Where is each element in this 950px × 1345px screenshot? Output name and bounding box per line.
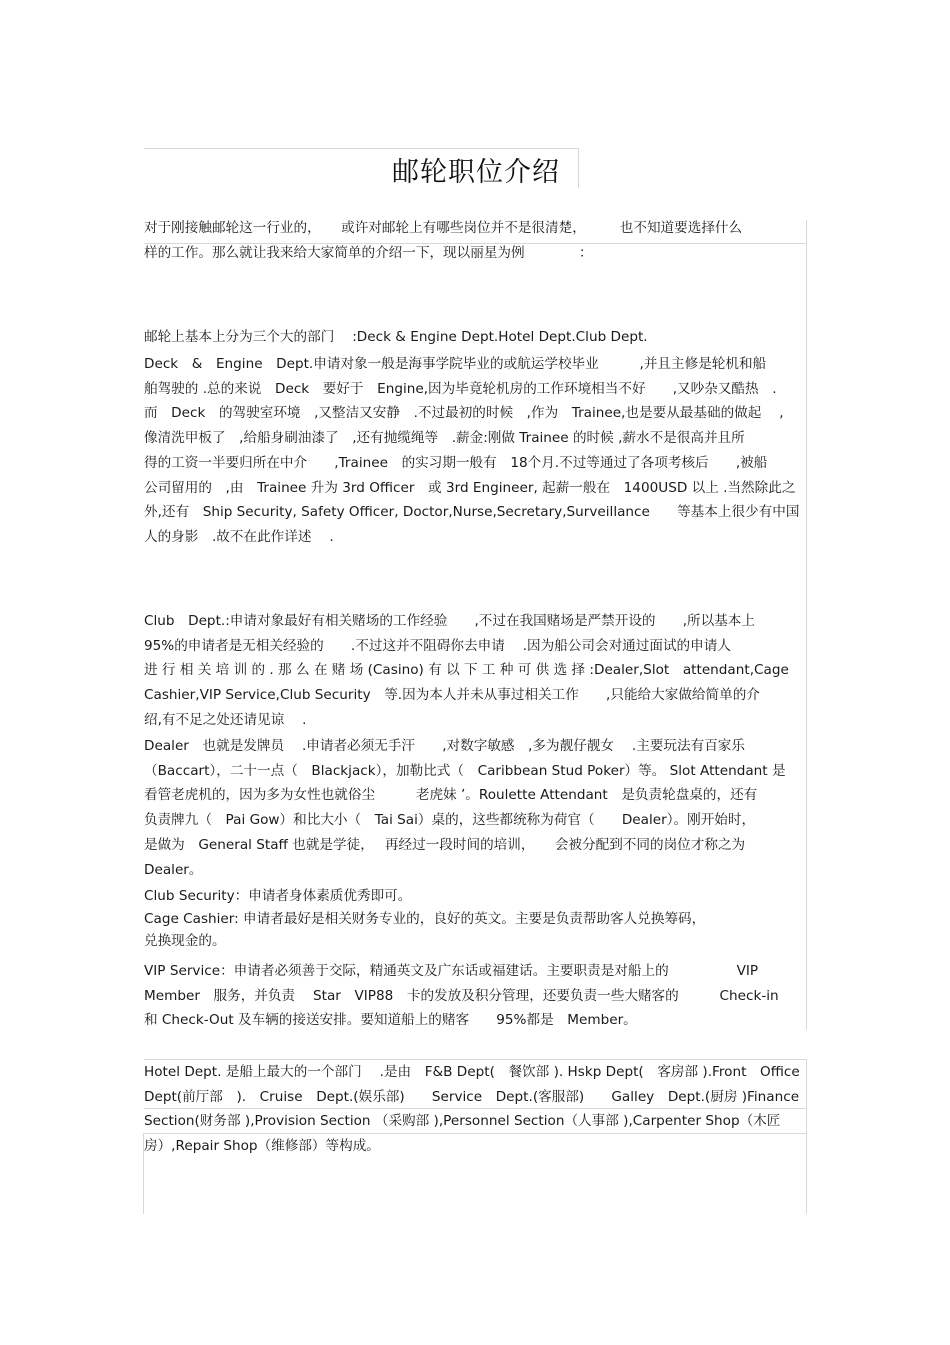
intro-paragraph [144, 216, 808, 265]
dealer-paragraph [144, 734, 808, 882]
text-line: 外,还有 Ship Security, Safety Officer, Doctor,Nurse,Secretary,Surveillance 等基本上很少有中国 [144, 504, 800, 521]
text-line: Hotel Dept. 是船上最大的一个部门 .是由 F&B Dept( 餐饮部 ). Hskp Dept( 客房部 ).Front Office [144, 1064, 800, 1080]
text-line: 绍,有不足之处还请见谅 . [144, 711, 307, 728]
deck-engine-paragraph [144, 352, 808, 550]
text-line: 人的身影 .故不在此作详述 . [144, 528, 334, 545]
text-line: 样的工作。那么就让我来给大家简单的介绍一下，现以丽星为例 ： [144, 244, 593, 261]
text-line: 而 Deck 的驾驶室环境 ,又整洁又安静 .不过最初的时候 ,作为 Trainee,也是要从最基础的做起 , [144, 405, 784, 422]
title-box-right [578, 148, 579, 188]
text-line: 看管老虎机的，因为多为女性也就俗尘 老虎妹 ’。Roulette Attendant 是负责轮盘桌的，还有 [144, 787, 758, 804]
text-line: 对于刚接触邮轮这一行业的， 或许对邮轮上有哪些岗位并不是很清楚， 也不知道要选择什么 [144, 220, 743, 236]
text-line: 和 Check-Out 及车辆的接送安排。要知道船上的赌客 95%都是 Member。 [144, 1012, 637, 1029]
text-line: VIP Service：申请者必须善于交际，精通英文及广东话或福建话。主要职责是对船上的 VIP [144, 963, 759, 979]
text-line: Section(财务部 ),Provision Section （采购部 ),Personnel Section（人事部 ),Carpenter Shop（木匠 [144, 1113, 781, 1130]
page-title: 邮轮职位介绍 [392, 157, 560, 188]
text-line: Club Security：申请者身体素质优秀即可。 [144, 888, 412, 904]
text-line: Dept(前厅部 ). Cruise Dept.(娱乐部) Service Dept.(客服部) Galley Dept.(厨房 )Finance [144, 1088, 800, 1105]
text-line: 舶驾驶的 .总的来说 Deck 要好于 Engine,因为毕竟轮机房的工作环境相当不好 ,又吵杂又酷热 . [144, 380, 777, 397]
text-line: 邮轮上基本上分为三个大的部门 :Deck & Engine Dept.Hotel Dept.Club Dept. [144, 329, 648, 345]
text-line: Dealer。 [144, 861, 203, 878]
text-line: 进 行 相 关 培 训 的 . 那 么 在 赌 场 (Casino) 有 以 下 工 种 可 供 选 择 :Dealer,Slot attendant,Cage [144, 662, 789, 679]
vip-service-paragraph [144, 959, 808, 1033]
departments-line [144, 325, 808, 350]
text-line: 公司留用的 ,由 Trainee 升为 3rd Officer 或 3rd Engineer, 起薪一般在 1400USD 以上 .当然除此之 [144, 479, 796, 496]
text-line: 是做为 General Staff 也就是学徒， 再经过一段时间的培训， 会被分配到不同的岗位才称之为 [144, 836, 746, 853]
hotel-dept-paragraph [144, 1060, 808, 1159]
text-line: 兑换现金的。 [144, 933, 226, 949]
text-line: Member 服务，并负责 Star VIP88 卡的发放及积分管理，还要负责一些大赌客的 Check-in [144, 987, 779, 1004]
text-line: Deck & Engine Dept.申请对象一般是海事学院毕业的或航运学校毕业 ,并且主修是轮机和船 [144, 356, 767, 372]
club-dept-paragraph [144, 609, 808, 733]
text-line: （Baccart），二十一点（ Blackjack），加勒比式（ Caribbean Stud Poker）等。 Slot Attendant 是 [144, 762, 786, 779]
club-security-paragraph [144, 884, 808, 909]
header-rule [144, 148, 578, 149]
cage-cashier-paragraph [144, 908, 808, 952]
text-line: Dealer 也就是发牌员 .申请者必须无手汗 ,对数字敏感 ,多为靓仔靓女 .主要玩法有百家乐 [144, 738, 745, 754]
text-line: 95%的申请者是无相关经验的 .不过这并不阻碍你去申请 .因为船公司会对通过面试的申请人 [144, 637, 731, 654]
text-line: 得的工资一半要归所在中介 ,Trainee 的实习期一般有 18个月.不过等通过了各项考核后 ,被船 [144, 454, 768, 471]
text-line: Club Dept.:申请对象最好有相关赌场的工作经验 ,不过在我国赌场是严禁开设的 ,所以基本上 [144, 613, 755, 629]
text-line: 像清洗甲板了 ,给船身刷油漆了 ,还有抛缆绳等 .薪金:刚做 Trainee 的时候 ,薪水不是很高并且所 [144, 430, 745, 447]
text-line: Cashier,VIP Service,Club Security 等.因为本人并未从事过相关工作 ,只能给大家做给简单的介 [144, 687, 760, 704]
text-line: 房）,Repair Shop（维修部）等构成。 [144, 1138, 380, 1155]
text-line: Cage Cashier: 申请者最好是相关财务专业的，良好的英文。主要是负责帮助客人兑换筹码， [144, 911, 706, 927]
text-line: 负责牌九（ Pai Gow）和比大小（ Tai Sai）桌的，这些都统称为荷官（ Dealer）。刚开始时， [144, 812, 756, 829]
